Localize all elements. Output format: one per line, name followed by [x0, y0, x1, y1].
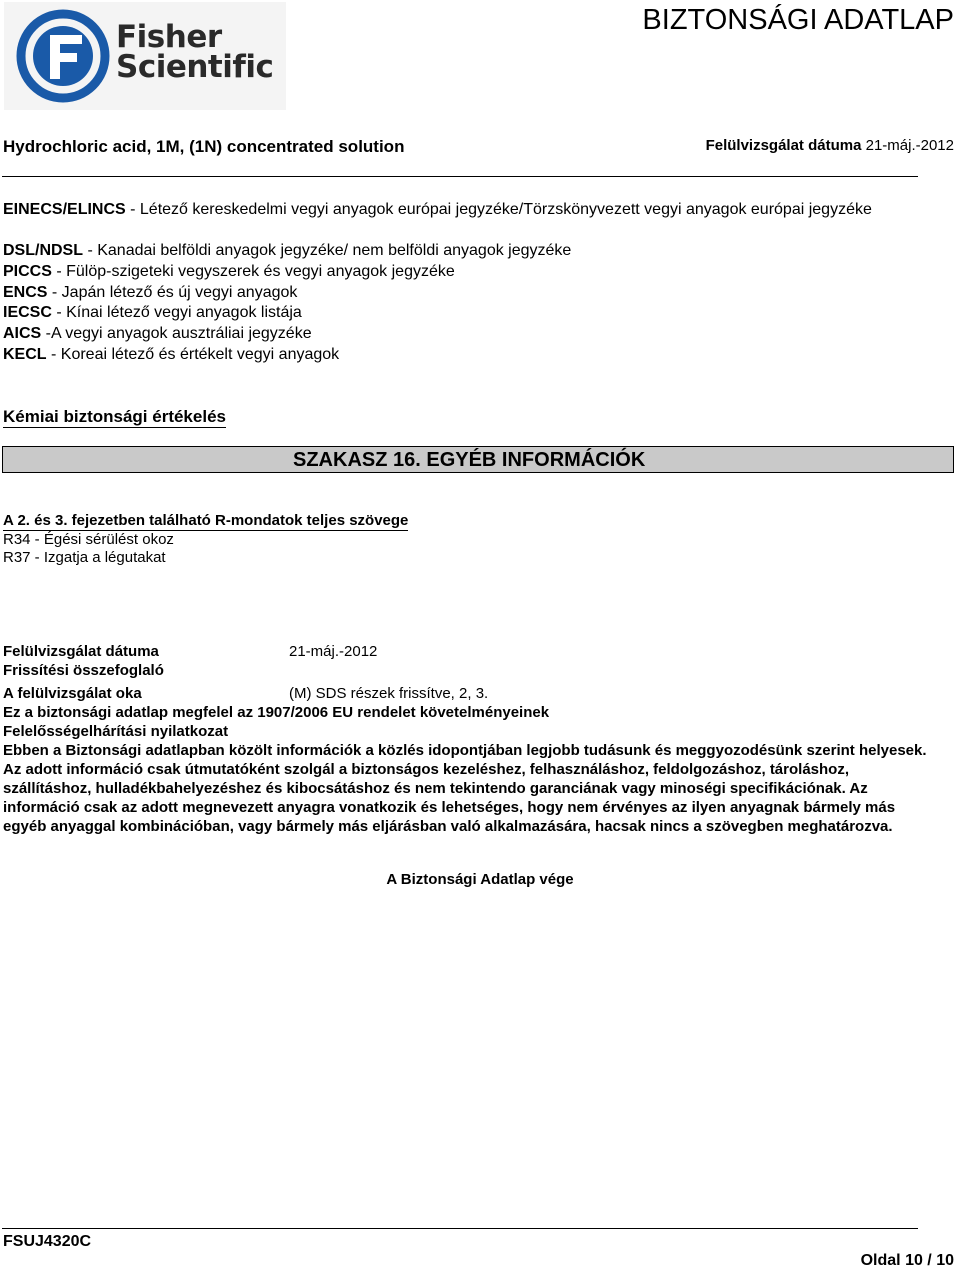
r-phrase-r37: R37 - Izgatja a légutakat [3, 549, 166, 566]
abbr-code: IECSC [3, 304, 52, 321]
header-revision-label: Felülvizsgálat dátuma [705, 137, 862, 154]
abbr-code: AICS [3, 325, 42, 342]
logo-line-1: Fisher [116, 19, 222, 55]
document-title: BIZTONSÁGI ADATLAP [642, 4, 954, 36]
disclaimer-heading: Felelősségelhárítási nyilatkozat [3, 723, 229, 740]
abbreviation-encs [3, 283, 903, 303]
revision-reason-label: A felülvizsgálat oka [3, 685, 142, 702]
page-number [861, 1252, 954, 1270]
logo-line-2: Scientific [116, 49, 274, 85]
abbreviation-einecs [3, 200, 903, 220]
abbr-text: - Létező kereskedelmi vegyi anyagok európai jegyzéke/Törzskönyvezett vegyi anyagok európai jegyzéke [125, 201, 872, 218]
page-label: Oldal [860, 1252, 901, 1269]
section-16-title: SZAKASZ 16. EGYÉB INFORMÁCIÓK [293, 449, 646, 471]
r-phrase-r34: R34 - Égési sérülést okoz [3, 531, 174, 548]
abbr-text: -A vegyi anyagok ausztráliai jegyzéke [41, 325, 312, 342]
revision-date-label: Felülvizsgálat dátuma [3, 643, 159, 660]
header-divider [2, 176, 918, 177]
end-of-sds: A Biztonsági Adatlap vége [386, 871, 574, 888]
fisher-logo-icon [16, 9, 110, 103]
header-revision-value: 21-máj.-2012 [865, 137, 954, 154]
document-code: FSUJ4320C [3, 1233, 92, 1250]
abbr-text: - Kanadai belföldi anyagok jegyzéke/ nem belföldi anyagok jegyzéke [83, 242, 572, 259]
page-value: 10 / 10 [905, 1252, 954, 1269]
abbreviation-kecl [3, 345, 903, 365]
logo-wordmark [116, 19, 274, 85]
abbr-text: - Kínai létező vegyi anyagok listája [51, 304, 302, 321]
abbr-text: - Koreai létező és értékelt vegyi anyagok [46, 346, 340, 363]
revision-date-value: 21-máj.-2012 [289, 643, 378, 660]
disclaimer-text: Ebben a Biztonsági adatlapban közölt információk a közlés idopontjában legjobb tudásunk és meggyozodésünk szerint helyesek. Az adott információ csak útmutatóként szolgál a biztonságos kezeléshez, felhasználáshoz, feldolgozáshoz, tároláshoz, szállításhoz, hulladékbahelyezéshez és kibocsátáshoz és nem tekintendo garanciának vagy minoségi specifikációnak. Az információ csak az adott megnevezett anyagra vonatkozik és lehetséges, hogy nem érvényes az ilyen anyagnak bármely más egyéb anyaggal kombinációban, vagy bármely más eljárásban való alkalmazására, hacsak nincs a szövegben meghatározva. [3, 742, 927, 835]
abbr-code: EINECS/ELINCS [3, 201, 126, 218]
abbr-code: KECL [3, 346, 47, 363]
section-16-header [2, 446, 954, 473]
product-name: Hydrochloric acid, 1M, (1N) concentrated solution [3, 137, 405, 156]
compliance-statement: Ez a biztonsági adatlap megfelel az 1907/2006 EU rendelet követelményeinek [3, 704, 550, 721]
abbr-text: - Fülöp-szigeteki vegyszerek és vegyi anyagok jegyzéke [51, 263, 455, 280]
chemical-safety-assessment-heading: Kémiai biztonsági értékelés [3, 407, 226, 426]
fisher-scientific-logo [4, 2, 286, 110]
abbr-code: PICCS [3, 263, 52, 280]
abbreviation-piccs [3, 262, 903, 282]
abbreviation-dsl [3, 241, 903, 261]
header-revision [706, 137, 954, 154]
revision-summary-label: Frissítési összefoglaló [3, 662, 164, 679]
abbr-code: DSL/NDSL [3, 242, 83, 259]
footer-divider [2, 1228, 918, 1229]
abbr-text: - Japán létező és új vegyi anyagok [47, 284, 298, 301]
abbr-code: ENCS [3, 284, 48, 301]
r-phrases-heading: A 2. és 3. fejezetben található R-mondatok teljes szövege [3, 512, 409, 529]
abbreviation-iecsc [3, 303, 903, 323]
revision-reason-value: (M) SDS részek frissítve, 2, 3. [289, 685, 489, 702]
abbreviation-aics [3, 324, 903, 344]
